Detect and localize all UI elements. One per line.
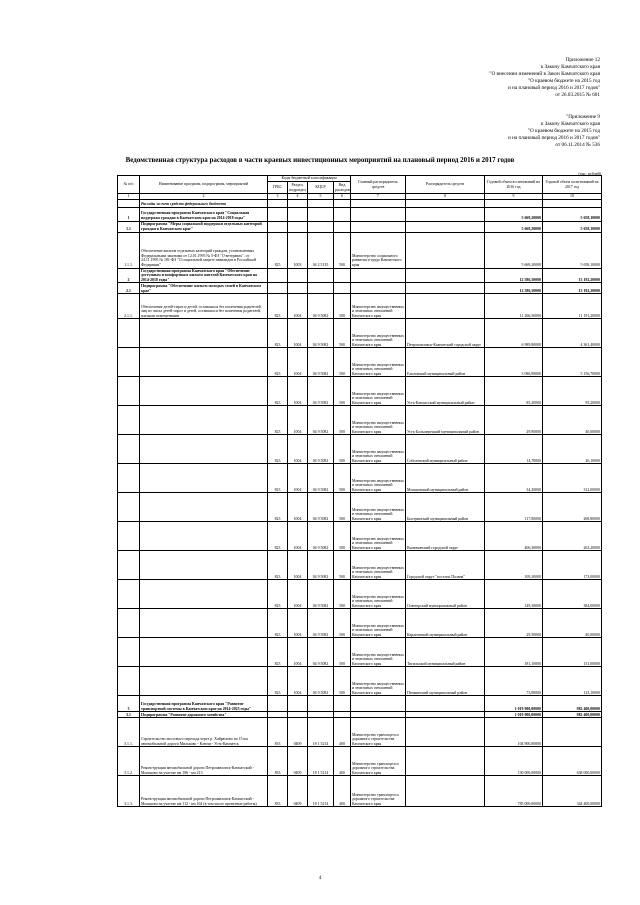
- header-line: "О краевом бюджете на 2015 год: [527, 78, 600, 84]
- row-main-manager: Министерство имущественных и земельных отношений Камчатского края: [351, 435, 406, 464]
- row-grbs: 823: [268, 522, 288, 551]
- row-manager: [406, 268, 485, 283]
- row-main-manager: [351, 283, 406, 294]
- row-grbs: 823: [268, 609, 288, 638]
- budget-table: [117, 175, 602, 807]
- row-expense-type: 400: [334, 776, 351, 807]
- row-amount-2016: 14,70000: [485, 435, 543, 464]
- table-row: [118, 776, 602, 807]
- row-target-code: 18 1 5214: [308, 718, 334, 747]
- row-amount-2016: 11 266,50000: [485, 294, 543, 319]
- row-manager: Мильковский муниципальный район: [406, 464, 485, 493]
- row-amount-2016: 12 586,50000: [485, 283, 543, 294]
- row-name: Подпрограмма "Обеспечение жильем молодых семей в Камчатском крае": [140, 283, 268, 294]
- row-expense-type: 500: [334, 377, 351, 406]
- index-cell: 3: [268, 194, 288, 200]
- row-expense-type: 500: [334, 580, 351, 609]
- row-target-code: 04 9 5082: [308, 435, 334, 464]
- row-name: Строительство мостового перехода через р. Хайрюзово на 15 км автомобильной дороги Мильково - Ключи - Усть-Камчатск: [140, 718, 268, 747]
- row-main-manager: Министерство имущественных и земельных отношений Камчатского края: [351, 348, 406, 377]
- row-amount-2016: 5 669,20000: [485, 232, 543, 268]
- table-row: [118, 464, 602, 493]
- table-row: [118, 551, 602, 580]
- table-row: [118, 638, 602, 667]
- row-name: [140, 638, 268, 667]
- row-number: [118, 551, 140, 580]
- row-grbs: 823: [268, 294, 288, 319]
- row-amount-2017: 131,00000: [543, 638, 602, 667]
- row-amount-2016: 5 669,20000: [485, 207, 543, 221]
- row-section-code: 1004: [288, 522, 308, 551]
- table-row: [118, 609, 602, 638]
- appendix-original-header: [508, 114, 600, 149]
- row-section-code: 1004: [288, 294, 308, 319]
- index-cell: 1: [118, 194, 140, 200]
- row-number: [118, 580, 140, 609]
- row-grbs: 833: [268, 718, 288, 747]
- row-expense-type: 500: [334, 551, 351, 580]
- row-grbs: [268, 207, 288, 221]
- row-number: [118, 435, 140, 464]
- row-name: Государственная программа Камчатского края "Обеспечение доступным и комфортным жильем жителей Камчатского края на 2014-2018 годы": [140, 268, 268, 283]
- header-line: к Закону Камчатского края: [540, 121, 600, 127]
- row-main-manager: Министерство имущественных и земельных отношений Камчатского края: [351, 377, 406, 406]
- header-line: "Приложение 9: [566, 114, 600, 120]
- table-row: [118, 522, 602, 551]
- table-row: [118, 718, 602, 747]
- row-section-code: 1004: [288, 493, 308, 522]
- row-main-manager: Министерство имущественных и земельных отношений Камчатского края: [351, 580, 406, 609]
- row-amount-2016: 109,20000: [485, 551, 543, 580]
- row-amount-2017: 5 658,10000: [543, 221, 602, 232]
- row-manager: Усть-Большерецкий муниципальный район: [406, 406, 485, 435]
- row-main-manager: Министерство имущественных и земельных отношений Камчатского края: [351, 319, 406, 348]
- row-number: [118, 638, 140, 667]
- row-number: 2.1.1.: [118, 294, 140, 319]
- table-row: [118, 348, 602, 377]
- row-manager: [406, 294, 485, 319]
- row-amount-2017: 13 192,20000: [543, 268, 602, 283]
- row-section-code: [288, 283, 308, 294]
- row-grbs: 823: [268, 551, 288, 580]
- document-title: Ведомственная структура расходов в части краевых инвестиционных мероприятий на плановый период 2016 и 2017 годов: [125, 156, 515, 164]
- table-row: [118, 580, 602, 609]
- table-row: [118, 747, 602, 776]
- header-line: Приложение 12: [565, 57, 600, 63]
- row-main-manager: Министерство транспорта и дорожного строительства Камчатского края: [351, 718, 406, 747]
- row-number: 3: [118, 696, 140, 712]
- row-number: [118, 464, 140, 493]
- index-cell: 9: [485, 194, 543, 200]
- row-expense-type: 500: [334, 493, 351, 522]
- row-number: [118, 348, 140, 377]
- row-manager: Елизовский муниципальный район: [406, 348, 485, 377]
- header-line: к Закону Камчатского края: [540, 64, 600, 70]
- row-grbs: 823: [268, 435, 288, 464]
- row-expense-type: [334, 268, 351, 283]
- row-amount-2016: 12 586,50000: [485, 268, 543, 283]
- row-amount-2017: 263,20000: [543, 522, 602, 551]
- index-cell: 7: [351, 194, 406, 200]
- table-row: [118, 232, 602, 268]
- row-expense-type: 500: [334, 406, 351, 435]
- header-line: от 06.11.2014 № 536: [555, 142, 600, 148]
- row-section-code: 1004: [288, 464, 308, 493]
- header-line: и на плановый период 2016 и 2017 годов": [508, 135, 600, 141]
- row-number: 1: [118, 207, 140, 221]
- row-expense-type: 500: [334, 294, 351, 319]
- col-name-header: Наименование программ, подпрограмм, мероприятий: [140, 176, 268, 194]
- row-number: 2.1: [118, 283, 140, 294]
- row-expense-type: 500: [334, 319, 351, 348]
- row-number: [118, 493, 140, 522]
- table-row: [118, 268, 602, 283]
- row-name: [140, 580, 268, 609]
- row-main-manager: Министерство имущественных и земельных отношений Камчатского края: [351, 667, 406, 696]
- row-manager: [406, 696, 485, 712]
- row-target-code: [308, 283, 334, 294]
- row-number: 1.1: [118, 221, 140, 232]
- row-target-code: 04 9 5082: [308, 377, 334, 406]
- table-row: [118, 493, 602, 522]
- row-grbs: 833: [268, 747, 288, 776]
- row-amount-2016: 149,30000: [485, 580, 543, 609]
- appendix-header: [489, 57, 600, 99]
- row-grbs: 823: [268, 377, 288, 406]
- row-name: [140, 319, 268, 348]
- row-target-code: 04 9 5082: [308, 406, 334, 435]
- row-section-code: 1004: [288, 551, 308, 580]
- row-number: 3.1.1.: [118, 718, 140, 747]
- page-number: 4: [318, 876, 322, 881]
- row-manager: Городской округ "поселок Палана": [406, 551, 485, 580]
- row-manager: Соболевский муниципальный район: [406, 435, 485, 464]
- table-row: [118, 696, 602, 712]
- row-target-code: 04 9 5082: [308, 522, 334, 551]
- row-grbs: 823: [268, 319, 288, 348]
- row-amount-2017: 13 192,20000: [543, 283, 602, 294]
- row-name: Государственная программа Камчатского края "Социальная поддержка граждан в Камчатском крае на 2014-2018 годы": [140, 207, 268, 221]
- row-expense-type: [334, 221, 351, 232]
- col-codes-header: Коды бюджетной классификации: [268, 176, 351, 182]
- row-section-code: 0409: [288, 776, 308, 807]
- row-section-code: 1003: [288, 232, 308, 268]
- row-expense-type: 500: [334, 667, 351, 696]
- row-amount-2017: 638 000,00000: [543, 747, 602, 776]
- col-grbs-header: ГРБС: [268, 182, 288, 194]
- index-cell: 4: [288, 194, 308, 200]
- row-amount-2017: 5 658,10000: [543, 232, 602, 268]
- row-amount-2016: 117,80000: [485, 493, 543, 522]
- row-amount-2016: 1 019 900,00000: [485, 696, 543, 712]
- row-target-code: 04 9 5082: [308, 464, 334, 493]
- row-amount-2017: 5 658,10000: [543, 207, 602, 221]
- row-target-code: 04 9 5082: [308, 551, 334, 580]
- row-main-manager: [351, 268, 406, 283]
- row-manager: Быстринский муниципальный район: [406, 493, 485, 522]
- row-grbs: 823: [268, 348, 288, 377]
- row-amount-2017: 312,00000: [543, 464, 602, 493]
- row-section-code: 0409: [288, 747, 308, 776]
- row-amount-2017: 40,00000: [543, 406, 602, 435]
- row-main-manager: [351, 696, 406, 712]
- row-amount-2017: 982 400,00000: [543, 712, 602, 718]
- row-target-code: 04 2 5135: [308, 232, 334, 268]
- row-amount-2017: 5 156,70000: [543, 348, 602, 377]
- row-target-code: [308, 696, 334, 712]
- row-manager: [406, 221, 485, 232]
- col-receiver-header: Распорядитель средств: [406, 176, 485, 194]
- row-section-code: 1004: [288, 406, 308, 435]
- row-amount-2016: 73,80000: [485, 667, 543, 696]
- row-number: 1.1.1.: [118, 232, 140, 268]
- header-line: "О внесении изменений в Закон Камчатского края: [489, 71, 600, 77]
- row-amount-2017: 384,00000: [543, 580, 602, 609]
- row-manager: [406, 232, 485, 268]
- row-target-code: [308, 207, 334, 221]
- row-amount-2016: 85,20000: [485, 377, 543, 406]
- row-main-manager: [351, 207, 406, 221]
- row-name: Государственная программа Камчатского края "Развитие транспортной системы в Камчатском крае на 2014-2025 годы": [140, 696, 268, 712]
- row-name: [140, 551, 268, 580]
- row-number: 3.1.2.: [118, 747, 140, 776]
- row-main-manager: Министерство имущественных и земельных отношений Камчатского края: [351, 638, 406, 667]
- row-main-manager: Министерство социального развития и труда Камчатского края: [351, 232, 406, 268]
- row-number: [118, 522, 140, 551]
- table-row: [118, 406, 602, 435]
- row-amount-2016: 130 000,00000: [485, 747, 543, 776]
- row-grbs: [268, 696, 288, 712]
- row-name: Обеспечение детей-сирот и детей, оставшихся без попечения родителей, лиц из числа детей-сирот и детей, оставшихся без попечения родителей, жилыми помещениями: [140, 294, 268, 319]
- row-name: Подпрограмма "Меры социальной поддержки отдельных категорий граждан в Камчатском крае": [140, 221, 268, 232]
- row-expense-type: 500: [334, 435, 351, 464]
- row-manager: [406, 718, 485, 747]
- row-expense-type: [334, 696, 351, 712]
- table-row: [118, 283, 602, 294]
- row-manager: Усть-Камчатский муниципальный район: [406, 377, 485, 406]
- row-name: [140, 406, 268, 435]
- row-section-code: 1004: [288, 435, 308, 464]
- row-main-manager: Министерство транспорта и дорожного строительства Камчатского края: [351, 747, 406, 776]
- row-manager: [406, 283, 485, 294]
- index-cell: 10: [543, 194, 602, 200]
- row-amount-2017: 40,00000: [543, 609, 602, 638]
- row-amount-2016: 34,20000: [485, 464, 543, 493]
- row-grbs: 823: [268, 638, 288, 667]
- row-expense-type: 500: [334, 609, 351, 638]
- row-number: [118, 609, 140, 638]
- row-main-manager: Министерство имущественных и земельных отношений Камчатского края: [351, 294, 406, 319]
- row-section-code: 1004: [288, 667, 308, 696]
- row-amount-2017: 95,20000: [543, 377, 602, 406]
- row-name: [140, 435, 268, 464]
- unit-label: (тыс. рублей): [578, 171, 601, 176]
- row-grbs: [268, 283, 288, 294]
- row-manager: Карагинский муниципальный район: [406, 609, 485, 638]
- row-main-manager: Министерство имущественных и земельных отношений Камчатского края: [351, 493, 406, 522]
- row-target-code: 04 9 5082: [308, 667, 334, 696]
- row-amount-2017: 11 191,20000: [543, 294, 602, 319]
- row-main-manager: [351, 221, 406, 232]
- header-line: от 26.03.2015 № 601: [555, 92, 600, 98]
- table-row: [118, 667, 602, 696]
- col-num-header: № п/п: [118, 176, 140, 194]
- row-section-code: 1004: [288, 377, 308, 406]
- row-target-code: 04 9 5082: [308, 348, 334, 377]
- row-main-manager: Министерство имущественных и земельных отношений Камчатского края: [351, 464, 406, 493]
- row-manager: [406, 747, 485, 776]
- row-grbs: 823: [268, 580, 288, 609]
- row-manager: Тигильский муниципальный район: [406, 638, 485, 667]
- row-main-manager: Министерство имущественных и земельных отношений Камчатского края: [351, 551, 406, 580]
- row-number: 3.1: [118, 712, 140, 718]
- row-grbs: 823: [268, 406, 288, 435]
- index-cell: 6: [334, 194, 351, 200]
- row-manager: [406, 776, 485, 807]
- col-csr-header: КЦСР: [308, 182, 334, 194]
- row-target-code: 04 9 5082: [308, 638, 334, 667]
- col-vr-header: Вид расходов: [335, 182, 350, 192]
- index-cell: 8: [406, 194, 485, 200]
- row-name: [140, 522, 268, 551]
- table-row: [118, 221, 602, 232]
- row-name: Подпрограмма "Развитие дорожного хозяйства": [140, 712, 268, 718]
- row-amount-2016: 29,90000: [485, 406, 543, 435]
- row-main-manager: Министерство имущественных и земельных отношений Камчатского края: [351, 609, 406, 638]
- row-target-code: 04 9 5082: [308, 493, 334, 522]
- row-section-code: [288, 696, 308, 712]
- row-number: [118, 667, 140, 696]
- row-grbs: 825: [268, 232, 288, 268]
- col-2016-header: Годовой объем ассигнований на 2016 год: [485, 176, 543, 194]
- row-number: 3.1.3.: [118, 776, 140, 807]
- row-amount-2016: 104 900,00000: [485, 718, 543, 747]
- table-row: [118, 319, 602, 348]
- row-target-code: 18 1 5214: [308, 776, 334, 807]
- table-row: [118, 294, 602, 319]
- header-line: и на плановый период 2016 и 2017 годов": [508, 85, 600, 91]
- row-amount-2017: 123,10000: [543, 667, 602, 696]
- row-name: Реконструкция автомобильной дороги Петропавловск-Камчатский - Мильково на участке км 186 - км 213: [140, 747, 268, 776]
- section-title: Расходы за счет средств федерального бюджета: [140, 199, 268, 207]
- row-section-code: 1004: [288, 348, 308, 377]
- row-target-code: 04 9 5082: [308, 580, 334, 609]
- row-amount-2017: 344 400,00000: [543, 776, 602, 807]
- row-amount-2016: 181,10000: [485, 638, 543, 667]
- row-main-manager: Министерство транспорта и дорожного строительства Камчатского края: [351, 776, 406, 807]
- table-row: [118, 207, 602, 221]
- row-target-code: [308, 268, 334, 283]
- row-name: [140, 348, 268, 377]
- row-grbs: 823: [268, 464, 288, 493]
- row-target-code: 04 9 5082: [308, 609, 334, 638]
- row-manager: [406, 207, 485, 221]
- row-section-code: 0409: [288, 718, 308, 747]
- index-cell: 2: [140, 194, 268, 200]
- index-cell: 5: [308, 194, 334, 200]
- table-row: [118, 435, 602, 464]
- header-line: "О краевом бюджете на 2015 год: [527, 128, 600, 134]
- row-section-code: [288, 221, 308, 232]
- row-amount-2017: 173,00000: [543, 551, 602, 580]
- col-rz-header: Раздел, подраздел: [289, 182, 306, 192]
- row-amount-2017: 982 400,00000: [543, 696, 602, 712]
- row-expense-type: 400: [334, 718, 351, 747]
- row-expense-type: 500: [334, 464, 351, 493]
- row-target-code: 04 9 5082: [308, 294, 334, 319]
- row-amount-2017: [543, 718, 602, 747]
- row-grbs: 833: [268, 776, 288, 807]
- row-amount-2017: 26,10000: [543, 435, 602, 464]
- row-manager: Петропавловск-Камчатский городской округ: [406, 319, 485, 348]
- row-manager: Пенжинский муниципальный район: [406, 667, 485, 696]
- row-amount-2016: 3 086,90000: [485, 348, 543, 377]
- row-expense-type: [334, 207, 351, 221]
- row-expense-type: 500: [334, 638, 351, 667]
- row-expense-type: 500: [334, 232, 351, 268]
- row-name: [140, 377, 268, 406]
- row-grbs: 823: [268, 667, 288, 696]
- row-grbs: [268, 268, 288, 283]
- row-target-code: 18 1 5214: [308, 747, 334, 776]
- section-row: [118, 199, 602, 207]
- row-main-manager: Министерство имущественных и земельных отношений Камчатского края: [351, 406, 406, 435]
- col-2017-header: Годовой объем ассигнований на 2017 год: [543, 176, 602, 194]
- row-section-code: [288, 207, 308, 221]
- row-target-code: 04 9 5082: [308, 319, 334, 348]
- row-name: [140, 609, 268, 638]
- row-expense-type: [334, 283, 351, 294]
- row-number: [118, 406, 140, 435]
- row-target-code: [308, 221, 334, 232]
- row-section-code: 1004: [288, 319, 308, 348]
- row-section-code: [288, 268, 308, 283]
- row-section-code: 1004: [288, 638, 308, 667]
- row-amount-2017: 268,80000: [543, 493, 602, 522]
- row-manager: Вилючинский городской округ: [406, 522, 485, 551]
- row-manager: Олюторский муниципальный район: [406, 580, 485, 609]
- row-name: Обеспечение жильем отдельных категорий граждан, установленных Федеральными законами от 12.01.1995 № 5-ФЗ "О ветеранах", от 24.11.1995 № 181-ФЗ "О социальной защите инвалидов в Российской Федерации": [140, 232, 268, 268]
- row-amount-2017: 4 361,40000: [543, 319, 602, 348]
- row-amount-2016: 5 669,20000: [485, 221, 543, 232]
- row-name: Реконструкция автомобильной дороги Петропавловск-Камчатский - Мильково на участке км 112 - км 164 (в том числе проектные работы): [140, 776, 268, 807]
- row-number: [118, 377, 140, 406]
- row-amount-2016: 406,30000: [485, 522, 543, 551]
- row-amount-2016: 785 000,00000: [485, 776, 543, 807]
- row-section-code: 1004: [288, 609, 308, 638]
- table-row: [118, 377, 602, 406]
- col-recipient-header: Главный распорядитель средств: [351, 176, 406, 194]
- row-number: [118, 319, 140, 348]
- row-amount-2016: 29,50000: [485, 609, 543, 638]
- row-number: 2: [118, 268, 140, 283]
- row-expense-type: 400: [334, 747, 351, 776]
- row-section-code: 1004: [288, 580, 308, 609]
- row-name: [140, 667, 268, 696]
- row-name: [140, 464, 268, 493]
- row-amount-2016: 1 019 900,00000: [485, 712, 543, 718]
- row-expense-type: 500: [334, 522, 351, 551]
- row-grbs: [268, 221, 288, 232]
- row-name: [140, 493, 268, 522]
- row-expense-type: 500: [334, 348, 351, 377]
- row-main-manager: Министерство имущественных и земельных отношений Камчатского края: [351, 522, 406, 551]
- row-amount-2016: 6 989,80000: [485, 319, 543, 348]
- row-grbs: 823: [268, 493, 288, 522]
